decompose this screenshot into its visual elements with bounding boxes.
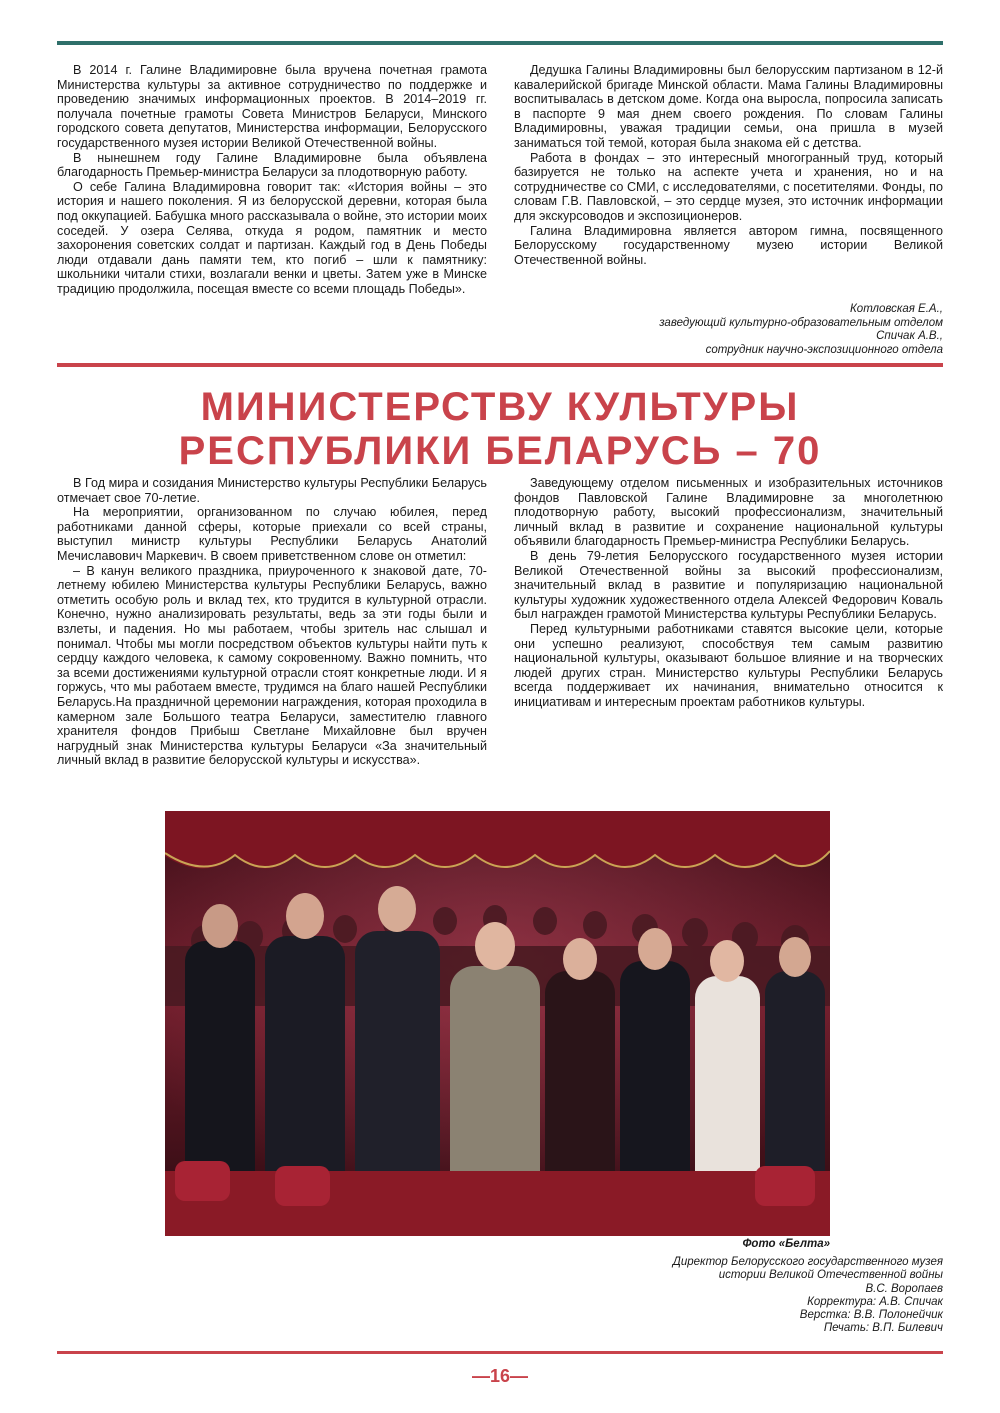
paragraph: В нынешнем году Галине Владимировне была объявлена благодарность Премьер-министра Беларуси за плодотворную работу. — [57, 150, 487, 180]
headline-line-1: МИНИСТЕРСТВУ КУЛЬТУРЫ — [200, 385, 800, 429]
author-signature — [563, 303, 943, 357]
ceremony-photo-illustration — [165, 811, 830, 1236]
imprint-line: Директор Белорусского государственного музея — [672, 1256, 943, 1268]
main-article-column-2 — [514, 476, 943, 710]
article-headline — [57, 385, 943, 473]
paragraph: – В канун великого праздника, приуроченного к знаковой дате, 70-летнему юбилею Министерства культуры Республики Беларусь, важно отметить особую роль и вклад тех, кто трудится в культурной отрасли. Конечно, нужно анализировать результаты, ведь за эти годы были и взлеты, и падения. Но мы работаем, чтобы зритель нас слышал и понимал. Чтобы мы могли посредством объектов культуры найти путь к сердцу каждого человека, к самому сокровенному. Важно помнить, что за всеми достижениями культурной отрасли стоят конкретные люди. И я горжусь, что мы работаем вместе, трудимся на благо нашей Республики Беларусь.На праздничной церемонии награждения, которая проходила в камерном зале Большого театра Беларуси, заместителю главного хранителя фондов Прибыш Светлане Михайловне был вручен нагрудный знак Министерства культуры Беларуси «За значительный личный вклад в развитие белорусской культуры и искусства». — [57, 563, 487, 768]
paragraph: Заведующему отделом письменных и изобразительных источников фондов Павловской Галине Владимировне за многолетнюю плодотворную работу, высокий профессионализм, значительный личный вклад в развитие и сохранение национальной культуры объявили благодарность Премьер-министра Республики Беларусь. — [514, 476, 943, 549]
main-article-column-1 — [57, 476, 487, 768]
paragraph: В день 79-летия Белорусского государственного музея истории Великой Отечественной войны за высокий профессионализм, значительный вклад в развитие и популяризацию национальной культуры художник художественного отдела Алексей Федорович Коваль был награжден грамотой Министерства культуры Республики Беларусь. — [514, 548, 943, 622]
paragraph: В Год мира и созидания Министерство культуры Республики Беларусь отмечает свое 70-летие. — [57, 476, 487, 505]
paragraph: О себе Галина Владимировна говорит так: «История войны – это история и нашего поколения. Я из белорусской деревни, которая была под оккупацией. Бабушка много рассказывала о войне, это истории моих соседей. У озера Селява, откуда я родом, памятник и место захоронения советских солдат и партизан. Каждый год в День Победы люди отдавали дань памяти тем, кто погиб – шли к памятнику: школьники читали стихи, возлагали венки и цветы. Затем уже в Минске традицию продолжила, посещая вместе со всеми площадь Победы». — [57, 179, 487, 296]
page-number: —16— — [471, 1366, 529, 1386]
top-article-column-1 — [57, 63, 487, 297]
imprint-line: истории Великой Отечественной войны — [718, 1269, 943, 1282]
imprint-line: Печать: В.П. Билевич — [823, 1322, 943, 1335]
paragraph: В 2014 г. Галине Владимировне была вручена почетная грамота Министерства культуры за активное сотрудничество по поддержке и проведению значимых информационных проектов. В 2014–2019 гг. получала почетные грамоты Совета Министров Беларуси, Минского городского совета депутатов, Министерства информации, Белорусского государственного музея истории Великой Отечественной войны. — [57, 63, 487, 150]
paragraph: Работа в фондах – это интересный многогранный труд, который базируется не только на аспекте учета и хранения, но и на сотрудничестве со СМИ, с исследователями, с посетителями. Фонды, по словам Г.В. Павловской, – это сердце музея, это источник информации для экскурсоводов и экспозиционеров. — [514, 150, 943, 223]
imprint — [523, 1256, 943, 1336]
imprint-line: Верстка: В.В. Полонейчик — [799, 1309, 943, 1322]
top-divider — [57, 41, 943, 45]
paragraph: На мероприятии, организованном по случаю юбилея, перед работниками данной сферы, которые приехали со всей страны, выступил министр культуры Республики Беларусь Анатолий Мечиславович Маркевич. В своем приветственном слове он отметил: — [57, 505, 487, 563]
signature-line: заведующий культурно-образовательным отделом — [659, 316, 943, 329]
section-divider — [57, 363, 943, 367]
headline-line-2: РЕСПУБЛИКИ БЕЛАРУСЬ – 70 — [178, 429, 822, 473]
signature-line: Котловская Е.А., — [850, 303, 943, 315]
top-article-column-2 — [514, 63, 943, 267]
imprint-line: Корректура: А.В. Спичак — [807, 1295, 943, 1308]
paragraph: Дедушка Галины Владимировны был белорусским партизаном в 12-й кавалерийской бригаде Минской области. Мама Галины Владимировны воспитывалась в детском доме. Когда она выросла, попросила записать в паспорте 9 мая днем своего рождения. По словам Галины Владимировны, уважая традиции семьи, она пришла в музей заниматься той темой, которая была знакома ей с детства. — [514, 63, 943, 150]
signature-line: сотрудник научно-экспозиционного отдела — [705, 343, 943, 356]
photo-credit: Фото «Белта» — [742, 1238, 830, 1250]
paragraph: Перед культурными работниками ставятся высокие цели, которые они успешно реализуют, способствуя тем самым развитию национальной культуры, оказывают большое влияние и на творческих людей других стран. Министерство культуры Республики Беларусь всегда поддерживает их начинания, внимательно относится к инициативам и интересным проектам работников культуры. — [514, 621, 943, 709]
signature-line: Спичак А.В., — [876, 330, 943, 342]
ceremony-photo — [165, 811, 830, 1236]
paragraph: Галина Владимировна является автором гимна, посвященного Белорусскому государственному музею истории Великой Отечественной войны. — [514, 223, 943, 267]
bottom-divider — [57, 1351, 943, 1354]
imprint-line: В.С. Воропаев — [865, 1282, 943, 1295]
